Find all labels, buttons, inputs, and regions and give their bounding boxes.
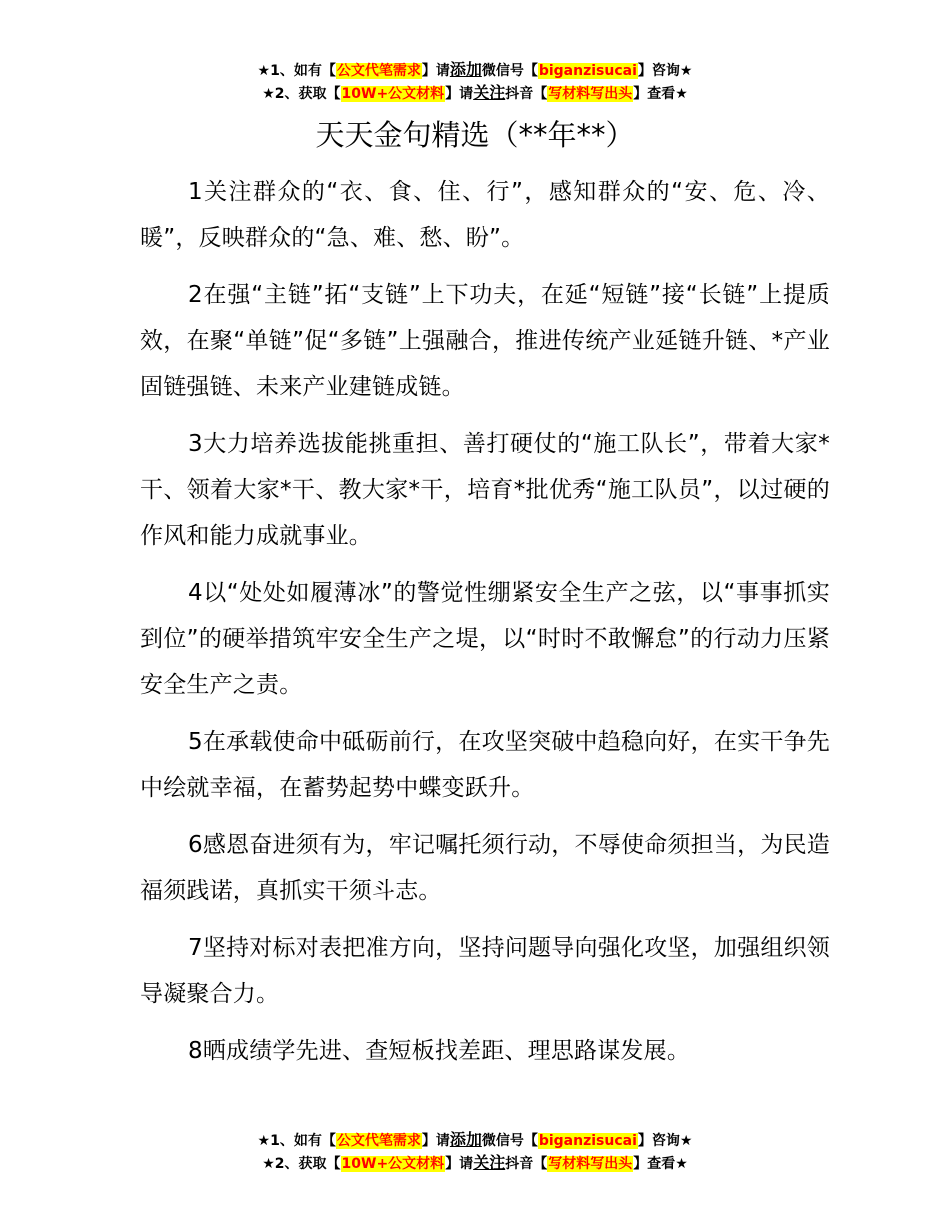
footer-line-1-mid: 】请 — [421, 1133, 450, 1149]
header-line-2-mid2: 抖音【 — [505, 86, 548, 102]
header-line-1-prefix: ★1、如有【 — [257, 63, 336, 79]
header-line-1-underlined: 添加 — [449, 60, 482, 79]
footer-line-2-mid: 】请 — [445, 1156, 474, 1172]
header-line-1-mid: 】请 — [421, 63, 450, 79]
document-title: 天天金句精选（**年**） — [315, 118, 635, 152]
paragraph-5: 5在承载使命中砥砺前行，在攻坚突破中趋稳向好，在实干争先中绘就幸福，在蓄势起势中蝶变跃升。 — [140, 729, 830, 801]
header-line-2-highlight-douyin: 写材料写出头 — [548, 86, 633, 102]
header-line-2-mid: 】请 — [445, 86, 474, 102]
header-line-2-prefix: ★2、获取【 — [262, 86, 341, 102]
footer-line-1-highlight-service: 公文代笔需求 — [336, 1133, 421, 1149]
paragraph-1: 1关注群众的“衣、食、住、行”，感知群众的“安、危、冷、暖”，反映群众的“急、难、愁、盼”。 — [140, 179, 830, 251]
header-line-1-highlight-wechat: biganzisucai — [538, 63, 637, 79]
paragraph-8: 8晒成绩学先进、查短板找差距、理思路谋发展。 — [188, 1038, 691, 1064]
header-line-1-highlight-service: 公文代笔需求 — [336, 63, 421, 79]
header-line-2-highlight-materials: 10W+公文材料 — [341, 86, 445, 102]
paragraph-4: 4以“处处如履薄冰”的警觉性绷紧安全生产之弦，以“事事抓实到位”的硬举措筑牢安全生产之堤，以“时时不敢懈怠”的行动力压紧安全生产之责。 — [140, 580, 830, 698]
header-banner — [0, 59, 950, 105]
footer-line-1-underlined: 添加 — [449, 1130, 482, 1149]
footer-line-2-highlight-douyin: 写材料写出头 — [548, 1156, 633, 1172]
header-line-2 — [0, 82, 950, 105]
header-line-2-underlined: 关注 — [473, 83, 506, 102]
footer-line-1 — [0, 1129, 950, 1152]
paragraph-6: 6感恩奋进须有为，牢记嘱托须行动，不辱使命须担当，为民造福须践诺，真抓实干须斗志。 — [140, 832, 830, 904]
footer-line-1-suffix: 】咨询★ — [637, 1133, 693, 1149]
header-line-2-suffix: 】查看★ — [633, 86, 688, 102]
footer-line-2-underlined: 关注 — [473, 1153, 506, 1172]
footer-line-2-mid2: 抖音【 — [505, 1156, 548, 1172]
paragraph-7: 7坚持对标对表把准方向，坚持问题导向强化攻坚，加强组织领导凝聚合力。 — [140, 935, 830, 1007]
paragraph-2: 2在强“主链”拓“支链”上下功夫，在延“短链”接“长链”上提质效，在聚“单链”促“多链”上强融合，推进传统产业延链升链、*产业固链强链、未来产业建链成链。 — [140, 282, 830, 400]
footer-line-2-suffix: 】查看★ — [633, 1156, 688, 1172]
paragraph-3: 3大力培养选拔能挑重担、善打硬仗的“施工队长”，带着大家*干、领着大家*干、教大家*干，培育*批优秀“施工队员”，以过硬的作风和能力成就事业。 — [140, 431, 830, 549]
footer-line-2-prefix: ★2、获取【 — [262, 1156, 341, 1172]
footer-line-2-highlight-materials: 10W+公文材料 — [341, 1156, 445, 1172]
header-line-1-mid2: 微信号【 — [481, 63, 538, 79]
footer-banner — [0, 1129, 950, 1175]
footer-line-1-highlight-wechat: biganzisucai — [538, 1133, 637, 1149]
header-line-1-suffix: 】咨询★ — [637, 63, 693, 79]
document-body — [140, 169, 830, 1085]
footer-line-1-mid2: 微信号【 — [481, 1133, 538, 1149]
footer-line-1-prefix: ★1、如有【 — [257, 1133, 336, 1149]
footer-line-2 — [0, 1152, 950, 1175]
header-line-1 — [0, 59, 950, 82]
